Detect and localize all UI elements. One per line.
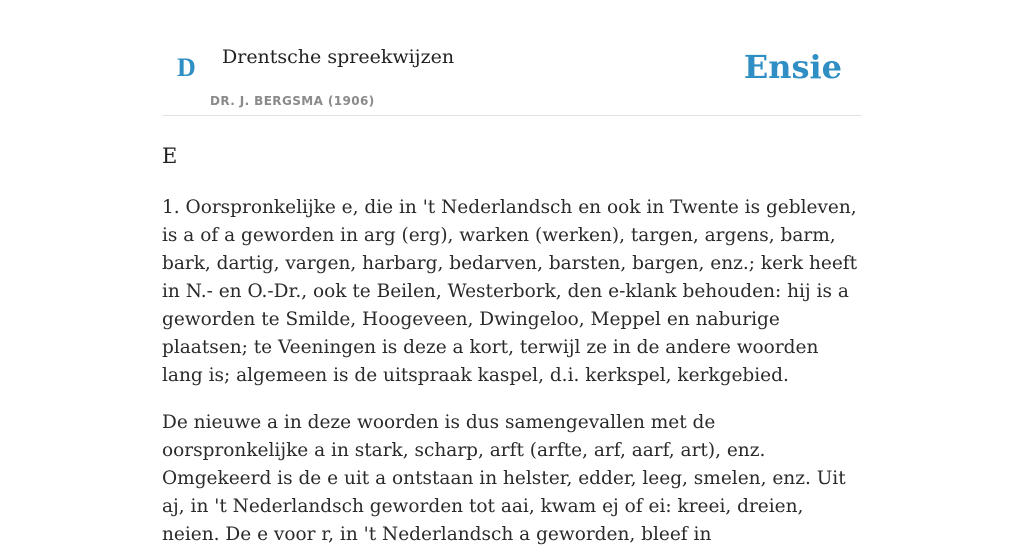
document-initial-badge: D	[177, 53, 196, 82]
paragraph: 1. Oorspronkelijke e, die in 't Nederlandsch en ook in Twente is gebleven, is a of a geworden in arg (erg), warken (werken), targen, argens, barm, bark, dartig, vargen, harbarg, bedarven, barsten, bargen, enz.; kerk heeft in N.- en O.-Dr., ook te Beilen, Westerbork, den e-klank behouden: hij is a geworden te Smilde, Hoogeveen, Dwingeloo, Meppel en naburige plaatsen; te Veeningen is deze a kort, terwijl ze in de andere woorden lang is; algemeen is de uitspraak kaspel, d.i. kerkspel, kerkgebied.	[162, 197, 858, 386]
document-page	[162, 0, 862, 549]
ensie-logo-link[interactable]: Ensie	[743, 48, 842, 86]
document-author: DR. J. BERGSMA (1906)	[210, 94, 375, 108]
document-title[interactable]: Drentsche spreekwijzen	[222, 46, 455, 68]
section-heading: E	[162, 144, 178, 168]
paragraph: De nieuwe a in deze woorden is dus samengevallen met de oorspronkelijke a in stark, scharp, arft (arfte, arf, aarf, art), enz. Omgekeerd is de e uit a ontstaan in helster, edder, leeg, smelen, enz. Uit aj, in 't Nederlandsch geworden tot aai, kwam ej of ei: kreei, dreien, neien. De e voor r, in 't Nederlandsch a geworden, bleef in	[162, 412, 846, 545]
document-header	[162, 0, 862, 116]
article-body	[162, 143, 862, 549]
